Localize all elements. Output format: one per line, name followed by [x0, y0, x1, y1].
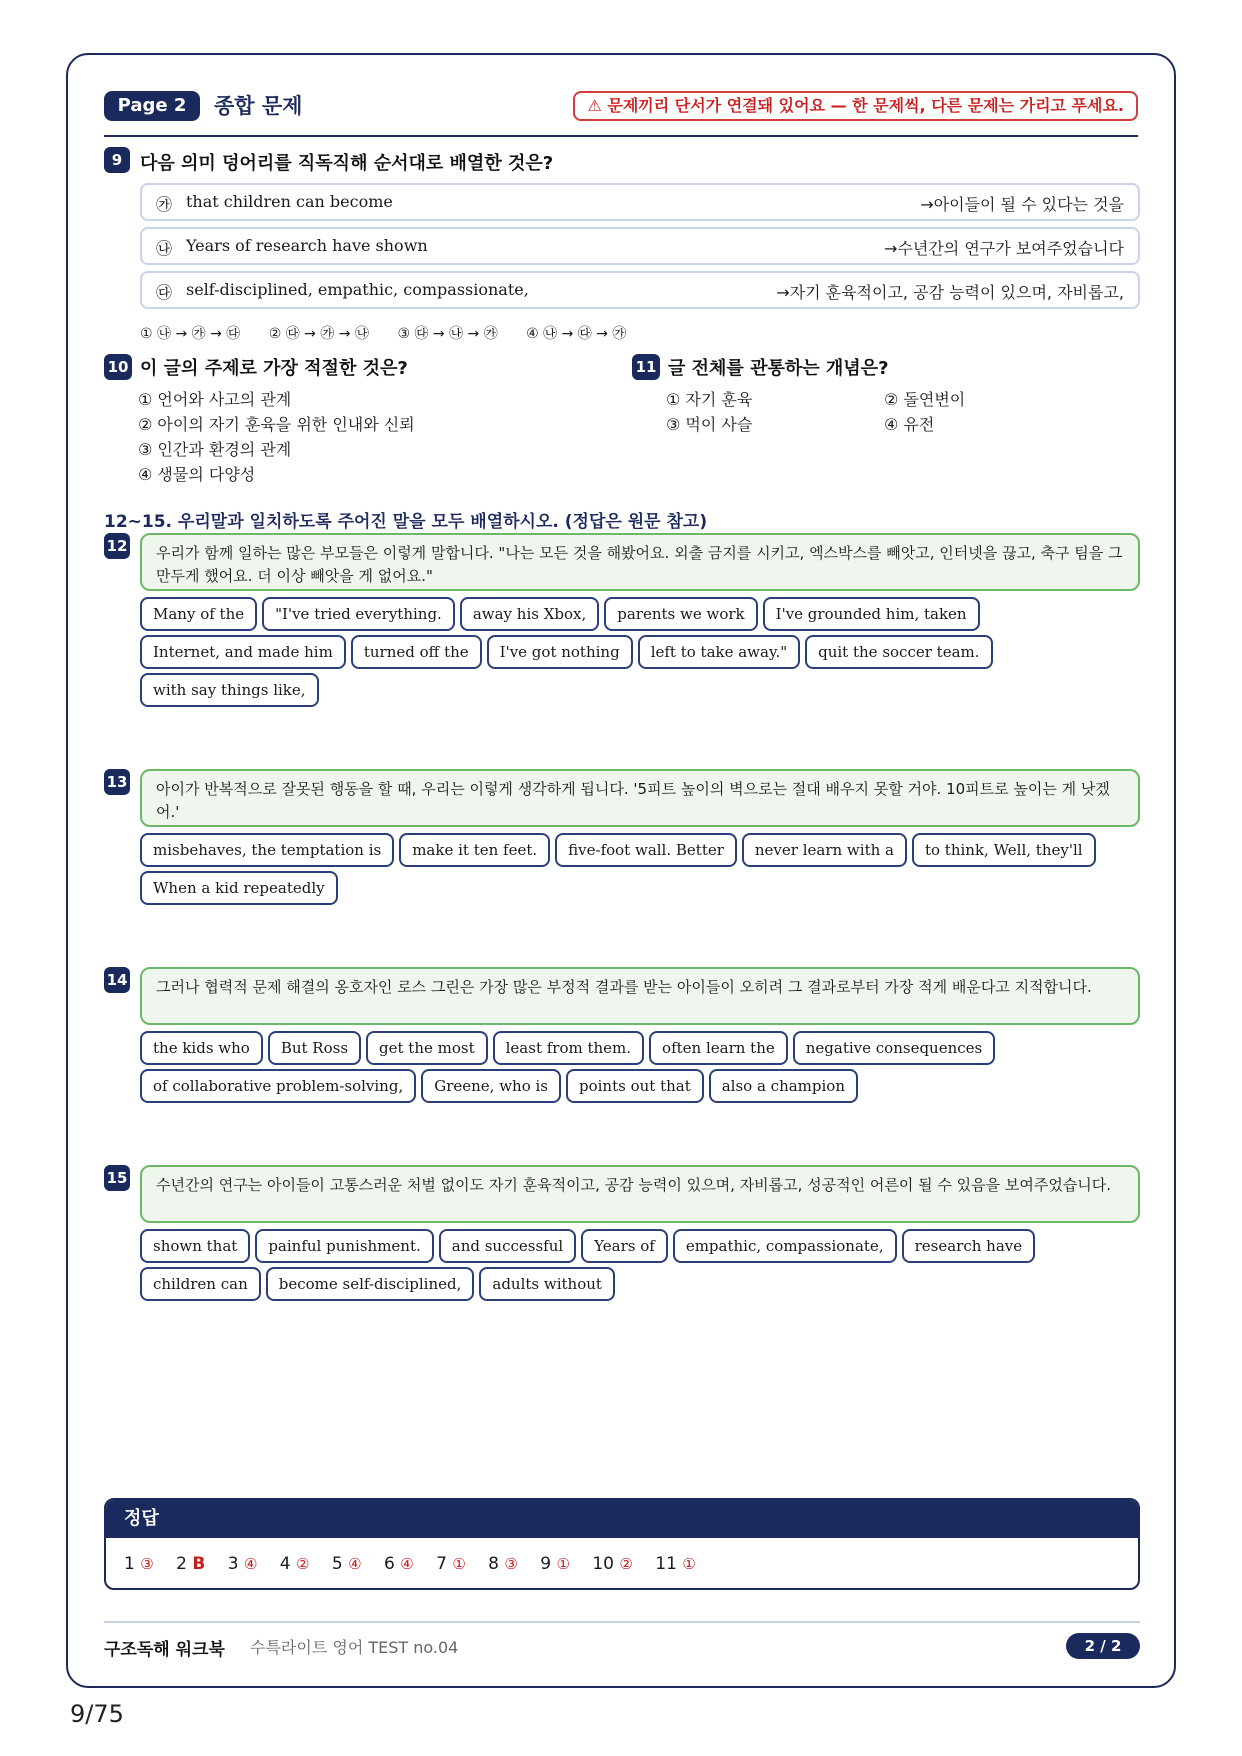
- word-chip[interactable]: research have: [902, 1229, 1036, 1263]
- chunk-box-na: [140, 227, 1140, 265]
- word-chip[interactable]: parents we work: [604, 597, 757, 631]
- footer-subtitle: 수특라이트 영어 TEST no.04: [250, 1638, 459, 1657]
- chunk-korean: →수년간의 연구가 보여주었습니다: [884, 239, 1124, 258]
- korean-sentence-13: 아이가 반복적으로 잘못된 행동을 할 때, 우리는 이렇게 생각하게 됩니다. '5피트 높이의 벽으로는 절대 배우지 못할 거야. 10피트로 높이는 게 낫겠어.': [140, 769, 1140, 827]
- word-chip[interactable]: away his Xbox,: [460, 597, 599, 631]
- answer-item: 3 ④: [227, 1554, 258, 1574]
- q11-option-1[interactable]: ① 자기 훈육: [666, 390, 753, 409]
- chunk-korean: →자기 훈육적이고, 공감 능력이 있으며, 자비롭고,: [776, 283, 1124, 302]
- word-chip[interactable]: quit the soccer team.: [805, 635, 992, 669]
- page-footer: [104, 1621, 1140, 1661]
- chunk-box-ga: [140, 183, 1140, 221]
- word-chip[interactable]: points out that: [566, 1069, 704, 1103]
- question-11-title: 글 전체를 관통하는 개념은?: [668, 358, 889, 379]
- question-9-title: 다음 의미 덩어리를 직독직해 순서대로 배열한 것은?: [140, 153, 554, 174]
- word-chip[interactable]: never learn with a: [742, 833, 907, 867]
- word-chip[interactable]: also a champion: [709, 1069, 858, 1103]
- word-chip[interactable]: But Ross: [268, 1031, 361, 1065]
- section-heading-12-15: 12~15. 우리말과 일치하도록 주어진 말을 모두 배열하시오. (정답은 원문 참고): [104, 512, 708, 532]
- chunk-english: Years of research have shown: [186, 236, 428, 255]
- answer-item: 8 ③: [488, 1554, 518, 1574]
- question-number-14: 14: [104, 967, 130, 993]
- word-chip[interactable]: five-foot wall. Better: [555, 833, 737, 867]
- q10-option-1[interactable]: ① 언어와 사고의 관계: [138, 390, 292, 409]
- question-10-title: 이 글의 주제로 가장 적절한 것은?: [140, 358, 408, 379]
- word-chip[interactable]: and successful: [439, 1229, 576, 1263]
- word-chip[interactable]: Internet, and made him: [140, 635, 346, 669]
- word-chip[interactable]: empathic, compassionate,: [673, 1229, 897, 1263]
- word-chip[interactable]: left to take away.": [638, 635, 800, 669]
- option-2[interactable]: ② ㉰ → ㉮ → ㉯: [268, 326, 369, 342]
- word-chip[interactable]: painful punishment.: [255, 1229, 433, 1263]
- word-chip[interactable]: Years of: [581, 1229, 668, 1263]
- word-chip[interactable]: get the most: [366, 1031, 488, 1065]
- chunk-korean: →아이들이 될 수 있다는 것을: [920, 195, 1124, 214]
- korean-sentence-12: 우리가 함께 일하는 많은 부모들은 이렇게 말합니다. "나는 모든 것을 해봤어요. 외출 금지를 시키고, 엑스박스를 빼앗고, 인터넷을 끊고, 축구 팀을 그만두게 했어요. 더 이상 빼앗을 게 없어요.": [140, 533, 1140, 591]
- word-chip[interactable]: to think, Well, they'll: [912, 833, 1096, 867]
- answer-item: 1 ③: [124, 1554, 154, 1574]
- word-chip[interactable]: make it ten feet.: [399, 833, 550, 867]
- word-chip[interactable]: children can: [140, 1267, 261, 1301]
- warning-notice: ⚠ 문제끼리 단서가 연결돼 있어요 — 한 문제씩, 다른 문제는 가리고 푸세요.: [573, 91, 1138, 121]
- word-chip[interactable]: shown that: [140, 1229, 250, 1263]
- page-header: [104, 91, 1138, 137]
- answer-item: 11 ①: [655, 1554, 696, 1574]
- answer-item: 2 B: [176, 1554, 206, 1574]
- word-chip[interactable]: the kids who: [140, 1031, 263, 1065]
- answer-list: [124, 1554, 713, 1574]
- word-chips-13: [140, 833, 1150, 909]
- option-1[interactable]: ① ㉯ → ㉮ → ㉰: [140, 326, 241, 342]
- question-number-10: 10: [104, 354, 132, 380]
- question-9-options: [140, 323, 650, 343]
- answer-key: [104, 1498, 1140, 1590]
- answer-item: 9 ①: [540, 1554, 570, 1574]
- word-chip[interactable]: "I've tried everything.: [262, 597, 455, 631]
- q10-option-2[interactable]: ② 아이의 자기 훈육을 위한 인내와 신뢰: [138, 415, 415, 434]
- q11-option-4[interactable]: ④ 유전: [884, 415, 935, 434]
- answer-item: 6 ④: [383, 1554, 414, 1574]
- word-chips-12: [140, 597, 1150, 711]
- word-chips-14: [140, 1031, 1150, 1107]
- option-3[interactable]: ③ ㉰ → ㉯ → ㉮: [397, 326, 498, 342]
- word-chip[interactable]: least from them.: [493, 1031, 644, 1065]
- word-chip[interactable]: become self-disciplined,: [266, 1267, 475, 1301]
- chunk-english: that children can become: [186, 192, 393, 211]
- word-chip[interactable]: often learn the: [649, 1031, 788, 1065]
- answer-item: 10 ②: [592, 1554, 633, 1574]
- q11-option-3[interactable]: ③ 먹이 사슬: [666, 415, 753, 434]
- chunk-mark: ㉰: [156, 283, 173, 302]
- word-chip[interactable]: adults without: [479, 1267, 615, 1301]
- word-chip[interactable]: Many of the: [140, 597, 257, 631]
- chunk-mark: ㉯: [156, 239, 173, 258]
- word-chip[interactable]: turned off the: [351, 635, 482, 669]
- question-number-9: 9: [104, 147, 130, 173]
- word-chip[interactable]: with say things like,: [140, 673, 319, 707]
- document-page-counter: 9/75: [70, 1700, 124, 1728]
- answer-key-title: 정답: [106, 1500, 1138, 1538]
- footer-brand: 구조독해 워크북: [104, 1640, 225, 1660]
- word-chip[interactable]: misbehaves, the temptation is: [140, 833, 394, 867]
- chunk-english: self-disciplined, empathic, compassionate,: [186, 280, 529, 299]
- word-chip[interactable]: of collaborative problem-solving,: [140, 1069, 416, 1103]
- answer-item: 7 ①: [436, 1554, 466, 1574]
- question-number-15: 15: [104, 1165, 130, 1191]
- chunk-mark: ㉮: [156, 195, 173, 214]
- q10-option-4[interactable]: ④ 생물의 다양성: [138, 465, 256, 484]
- korean-sentence-15: 수년간의 연구는 아이들이 고통스러운 처벌 없이도 자기 훈육적이고, 공감 능력이 있으며, 자비롭고, 성공적인 어른이 될 수 있음을 보여주었습니다.: [140, 1165, 1140, 1223]
- question-number-13: 13: [104, 769, 130, 795]
- word-chip[interactable]: I've grounded him, taken: [763, 597, 980, 631]
- question-number-12: 12: [104, 533, 130, 559]
- word-chip[interactable]: I've got nothing: [487, 635, 633, 669]
- page-title: 종합 문제: [214, 94, 303, 118]
- word-chip[interactable]: negative consequences: [793, 1031, 995, 1065]
- q11-option-2[interactable]: ② 돌연변이: [884, 390, 966, 409]
- option-4[interactable]: ④ ㉯ → ㉰ → ㉮: [526, 326, 627, 342]
- answer-item: 5 ④: [331, 1554, 362, 1574]
- footer-page-badge: 2 / 2: [1066, 1633, 1140, 1659]
- word-chip[interactable]: Greene, who is: [421, 1069, 561, 1103]
- page-label: Page 2: [104, 91, 200, 121]
- word-chip[interactable]: When a kid repeatedly: [140, 871, 338, 905]
- answer-item: 4 ②: [279, 1554, 310, 1574]
- q10-option-3[interactable]: ③ 인간과 환경의 관계: [138, 440, 292, 459]
- chunk-box-da: [140, 271, 1140, 309]
- korean-sentence-14: 그러나 협력적 문제 해결의 옹호자인 로스 그린은 가장 많은 부정적 결과를 받는 아이들이 오히려 그 결과로부터 가장 적게 배운다고 지적합니다.: [140, 967, 1140, 1025]
- worksheet-page: [66, 53, 1176, 1688]
- question-number-11: 11: [632, 354, 660, 380]
- word-chips-15: [140, 1229, 1150, 1305]
